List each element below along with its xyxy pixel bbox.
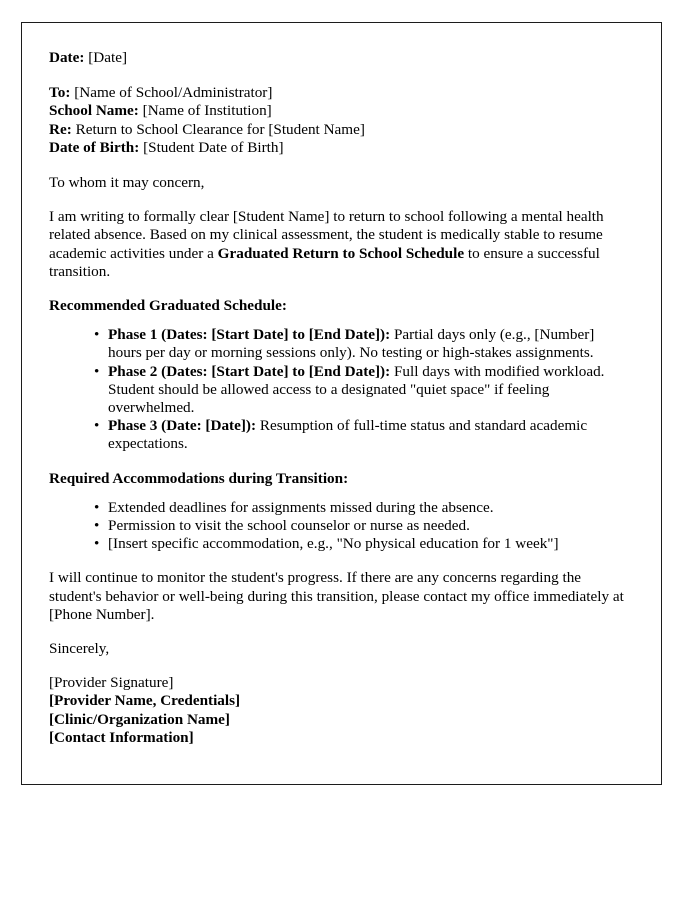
intro-paragraph-part1: I am writing to formally clear [Student Name] to return to school following a mental health related absence. Based on my clinical assessment, the student is medically stable to resume academic activities under a [49, 208, 604, 262]
list-item [94, 363, 627, 418]
date-value: [Date] [88, 49, 128, 66]
recipient-label-to: To: [49, 84, 71, 102]
recipient-value-school-name: [Name of Institution] [142, 102, 272, 120]
schedule-item-lead: Phase 2 (Dates: [Start Date] to [End Date]): [108, 362, 391, 380]
recipient-label-school-name: School Name: [49, 102, 139, 120]
date-line [49, 49, 627, 67]
list-item [94, 417, 627, 453]
recipient-label-re: Re: [49, 120, 72, 138]
list-item: • Extended deadlines for assignments missed during the absence. [94, 499, 627, 517]
signature-line-clinic-name: [Clinic/Organization Name] [49, 710, 230, 728]
recipient-value-to: [Name of School/Administrator] [74, 84, 273, 102]
list-item: • [Insert specific accommodation, e.g., "No physical education for 1 week"] [94, 535, 627, 553]
list-item: • Permission to visit the school counselor or nurse as needed. [94, 517, 627, 535]
letter-page-border [21, 22, 662, 785]
intro-paragraph-emphasis: Graduated Return to School Schedule [217, 244, 465, 262]
schedule-item-text: Partial days only (e.g., [Number] hours per day or morning sessions only). No testing or high-stakes assignments. [108, 326, 595, 362]
schedule-item-text: Full days with modified workload. Student should be allowed access to a designated "quiet space" if feeling overwhelmed. [108, 362, 605, 417]
sign-off: Sincerely, [49, 640, 110, 658]
recipient-label-dob: Date of Birth: [49, 138, 140, 156]
schedule-item-lead: Phase 1 (Dates: [Start Date] to [End Date]): [108, 326, 391, 344]
recipient-block [49, 84, 627, 157]
recipient-value-dob: [Student Date of Birth] [143, 138, 284, 156]
schedule-heading: Recommended Graduated Schedule: [49, 297, 287, 315]
intro-paragraph [49, 208, 627, 281]
recipient-line-re [49, 121, 627, 139]
date-label: Date: [49, 49, 85, 66]
letter-body [22, 23, 661, 747]
salutation: To whom it may concern, [49, 174, 205, 192]
recipient-line-to [49, 84, 627, 102]
schedule-item-lead: Phase 3 (Date: [Date]): [108, 417, 257, 435]
signature-block [49, 674, 627, 747]
schedule-list [49, 326, 627, 453]
recipient-line-dob [49, 139, 627, 157]
intro-paragraph-part2: to ensure a successful transition. [49, 244, 600, 280]
date-block [49, 49, 627, 67]
recipient-value-re: Return to School Clearance for [Student Name] [75, 120, 365, 138]
signature-line-provider-signature: [Provider Signature] [49, 674, 174, 692]
accommodations-heading: Required Accommodations during Transition: [49, 469, 349, 487]
closing-paragraph: I will continue to monitor the student's progress. If there are any concerns regarding the student's behavior or well-being during this transition, please contact my office immediately at [Phone Number]. [49, 569, 624, 623]
accommodations-list [49, 499, 627, 554]
signature-line-contact-information: [Contact Information] [49, 728, 194, 746]
signature-line-provider-name: [Provider Name, Credentials] [49, 692, 241, 710]
list-item [94, 326, 627, 362]
schedule-item-text: Resumption of full-time status and standard academic expectations. [108, 417, 588, 453]
recipient-line-school-name [49, 102, 627, 120]
